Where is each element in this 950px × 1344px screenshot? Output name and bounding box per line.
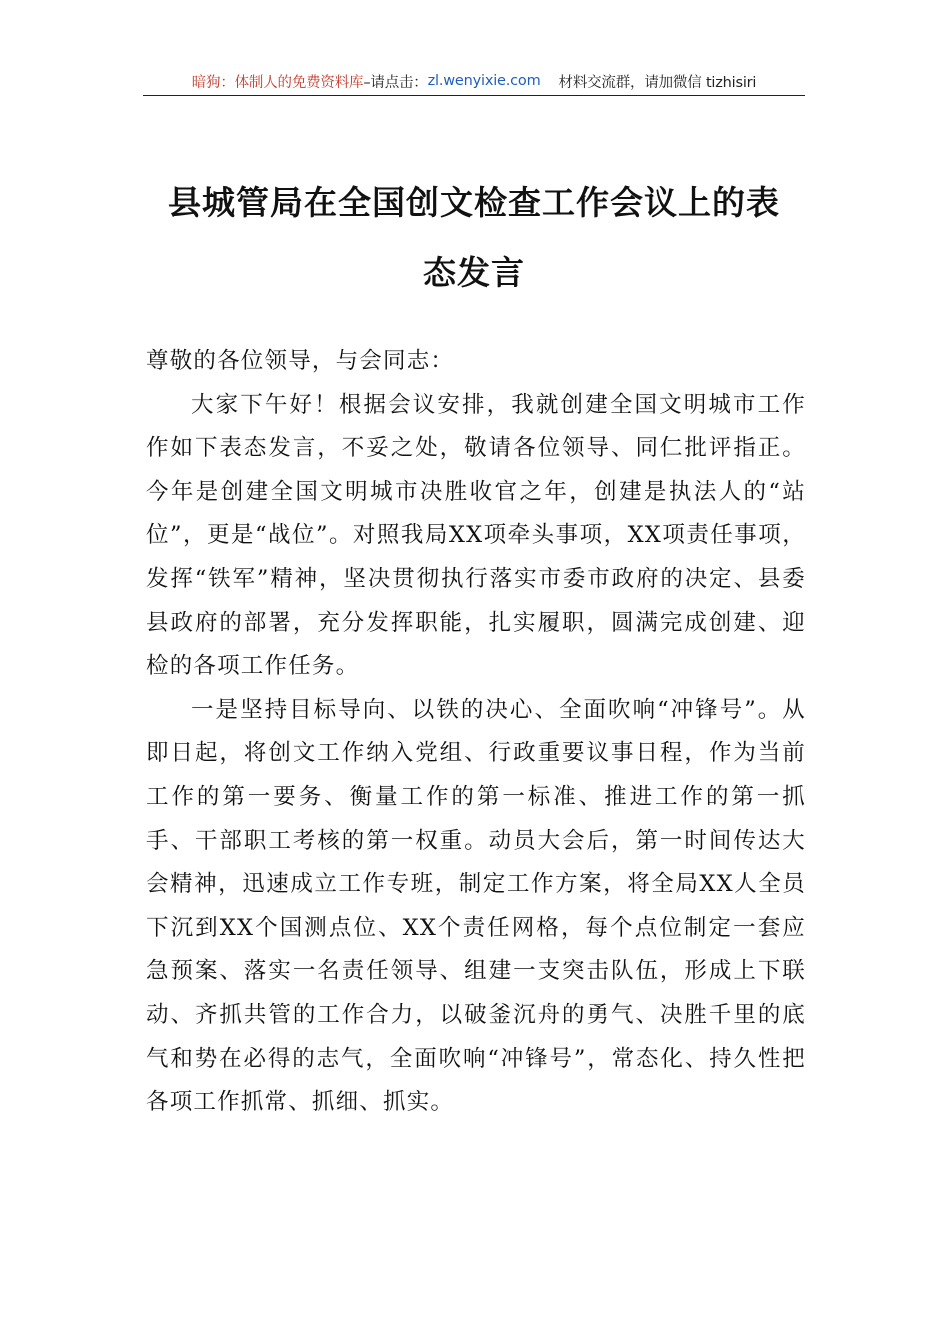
title-line-1: 县城管局在全国创文检查工作会议上的表 — [168, 183, 780, 222]
document-title — [143, 168, 805, 308]
header-brand: 暗狗：体制人的免费资料库 — [191, 74, 364, 91]
document-body — [146, 340, 806, 1125]
header-contact: 材料交流群，请加微信 tizhisiri — [558, 74, 757, 91]
page-header — [143, 68, 805, 94]
paragraph-1: 大家下午好！根据会议安排，我就创建全国文明城市工作作如下表态发言，不妥之处，敬请各位领导、同仁批评指正。今年是创建全国文明城市决胜收官之年，创建是执法人的“站位”，更是“战位”。对照我局XX项牵头事项，XX项责任事项，发挥“铁军”精神，坚决贯彻执行落实市委市政府的决定、县委县政府的部署，充分发挥职能，扎实履职，圆满完成创建、迎检的各项工作任务。 — [146, 391, 806, 680]
header-divider — [143, 95, 805, 96]
paragraph-2: 一是坚持目标导向、以铁的决心、全面吹响“冲锋号”。从即日起，将创文工作纳入党组、行政重要议事日程，作为当前工作的第一要务、衡量工作的第一标准、推进工作的第一抓手、干部职工考核的第一权重。动员大会后，第一时间传达大会精神，迅速成立工作专班，制定工作方案，将全局XX人全员下沉到XX个国测点位、XX个责任网格，每个点位制定一套应急预案、落实一名责任领导、组建一支突击队伍，形成上下联动、齐抓共管的工作合力，以破釜沉舟的勇气、决胜千里的底气和势在必得的志气，全面吹响“冲锋号”，常态化、持久性把各项工作抓常、抓细、抓实。 — [146, 696, 806, 1116]
salutation: 尊敬的各位领导，与会同志： — [146, 348, 455, 374]
title-line-2: 态发言 — [423, 253, 525, 292]
header-prompt: –请点击： — [363, 74, 428, 91]
header-link[interactable]: zl.wenyixie.com — [427, 73, 541, 89]
